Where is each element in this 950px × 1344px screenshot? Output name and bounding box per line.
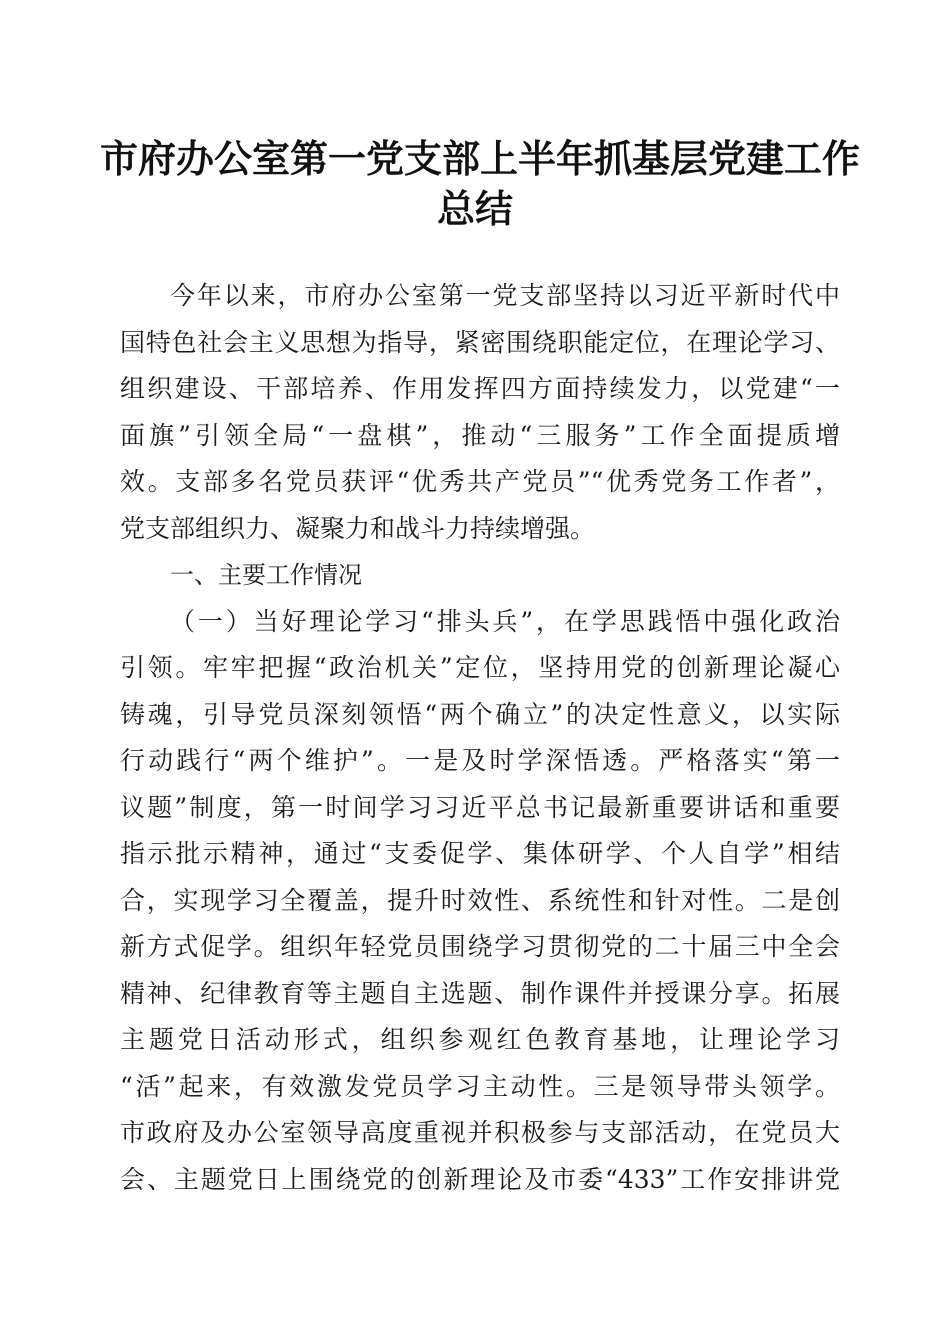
- paragraph-line: 市政府及办公室领导高度重视并积极参与支部活动，在党员大: [120, 1118, 840, 1147]
- paragraph-line: 指示批示精神，通过“支委促学、集体研学、个人自学”相结: [120, 839, 840, 868]
- section-heading: 一、主要工作情况: [170, 561, 362, 589]
- intro-line: 党支部组织力、凝聚力和战斗力持续增强。: [120, 513, 596, 543]
- paragraph-line: “活”起来，有效激发党员学习主动性。三是领导带头领学。: [120, 1071, 840, 1101]
- intro-line: 国特色社会主义思想为指导，紧密围绕职能定位，在理论学习、: [120, 327, 840, 357]
- intro-line: 今年以来，市府办公室第一党支部坚持以习近平新时代中: [170, 281, 840, 310]
- paragraph-line: 铸魂，引导党员深刻领悟“两个确立”的决定性意义，以实际: [120, 699, 840, 729]
- intro-line: 面旗”引领全局“一盘棋”，推动“三服务”工作全面提质增: [120, 420, 840, 450]
- paragraph-line: 行动践行“两个维护”。一是及时学深悟透。严格落实“第一: [120, 746, 840, 775]
- paragraph-line: （一）当好理论学习“排头兵”，在学思践悟中强化政治: [170, 606, 840, 636]
- document-title-line-1: 市府办公室第一党支部上半年抓基层党建工作: [100, 136, 861, 181]
- paragraph-line: 引领。牢牢把握“政治机关”定位，坚持用党的创新理论凝心: [120, 653, 840, 682]
- paragraph-line: 会、主题党日上围绕党的创新理论及市委“433”工作安排讲党: [120, 1164, 840, 1194]
- document-title-line-2: 总结: [436, 186, 513, 231]
- paragraph-line: 新方式促学。组织年轻党员围绕学习贯彻党的二十届三中全会: [120, 932, 840, 961]
- paragraph-line: 主题党日活动形式，组织参观红色教育基地，让理论学习: [120, 1025, 840, 1054]
- document-body: [120, 273, 840, 1203]
- paragraph-line: 合，实现学习全覆盖，提升时效性、系统性和针对性。二是创: [120, 885, 840, 915]
- intro-line: 效。支部多名党员获评“优秀共产党员”“优秀党务工作者”，: [120, 467, 840, 496]
- paragraph-line: 议题”制度，第一时间学习习近平总书记最新重要讲话和重要: [120, 792, 840, 822]
- intro-line: 组织建设、干部培养、作用发挥四方面持续发力，以党建“一: [120, 374, 840, 403]
- paragraph-line: 精神、纪律教育等主题自主选题、制作课件并授课分享。拓展: [120, 978, 840, 1008]
